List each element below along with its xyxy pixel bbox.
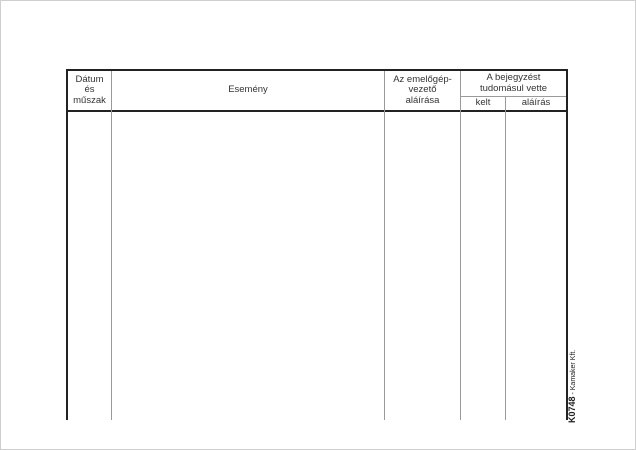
header-vezeto-label: Az emelőgép- vezető aláírása [393,73,452,106]
header-bottom-rule [66,110,568,112]
publisher-name: - Kamaker Kft. [570,349,577,397]
column-divider-datum [111,71,112,420]
header-tudomasul-label: A bejegyzést tudomásul vette [479,72,548,94]
form-code-label [567,350,577,423]
frame-left-line [66,69,68,420]
header-alairas-label: aláírás [521,97,551,109]
header-esemeny-cell [112,71,384,110]
header-datum-label: Dátum és műszak [73,73,106,106]
header-datum-cell [68,71,111,110]
header-esemeny-label: Esemény [228,84,268,96]
column-divider-esemeny [384,71,385,420]
logbook-form [66,69,568,420]
column-divider-kelt [505,97,506,420]
form-code: K0748 [567,396,577,423]
header-alairas-cell [506,97,566,110]
column-divider-vezeto [460,71,461,420]
header-kelt-cell [461,97,505,110]
header-kelt-label: kelt [475,97,491,109]
header-vezeto-cell [385,71,460,110]
header-tudomasul-cell [461,71,566,96]
